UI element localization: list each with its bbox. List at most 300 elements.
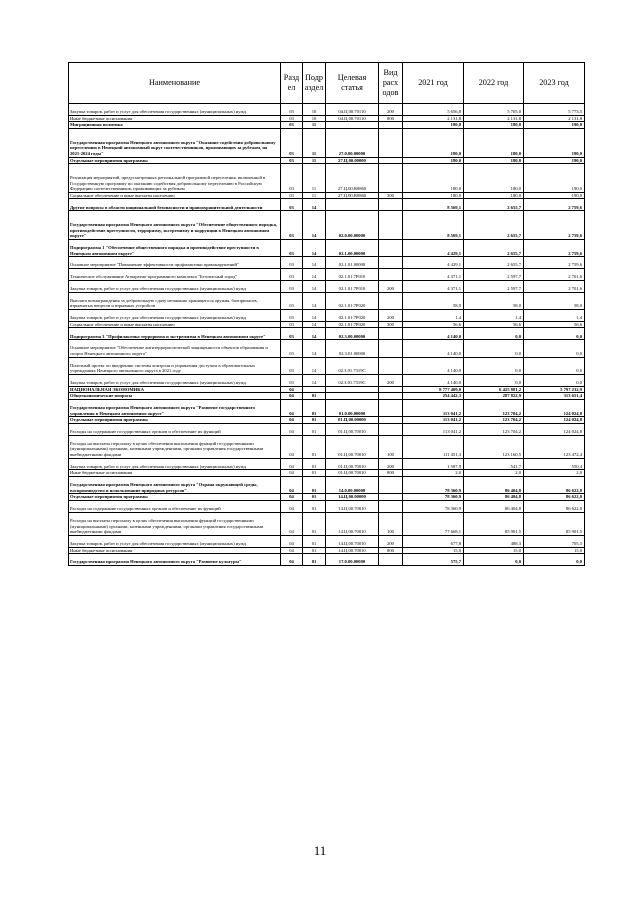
cell-2021: 5 656,8 xyxy=(403,104,464,116)
table-row xyxy=(69,115,585,122)
header-podrazdel: Подр аздел xyxy=(303,63,326,104)
cell-target: 01.Ц.00.70010 xyxy=(326,435,379,458)
cell-name: Иные бюджетные ассигнования xyxy=(69,115,281,122)
cell-2023: 124 024,8 xyxy=(524,399,585,416)
cell-target: 02.1.01.00000 xyxy=(326,257,379,269)
header-razdel: Разд ел xyxy=(281,63,303,104)
header-target: Целевая статья xyxy=(326,63,379,104)
cell-2022: 2 597,7 xyxy=(464,280,524,292)
cell-podrazdel: 01 xyxy=(303,417,326,424)
cell-vid xyxy=(379,386,403,393)
table-row xyxy=(69,309,585,321)
cell-razdel: 03 xyxy=(281,122,303,129)
cell-name: Общеэкономические вопросы xyxy=(69,393,281,400)
cell-razdel: 04 xyxy=(281,423,303,435)
cell-vid xyxy=(379,239,403,256)
cell-2021: 1 587,9 xyxy=(403,458,464,470)
cell-2021: 1,4 xyxy=(403,309,464,321)
cell-2022: 86 404,8 xyxy=(464,501,524,513)
cell-podrazdel: 01 xyxy=(303,494,326,501)
cell-podrazdel: 14 xyxy=(303,309,326,321)
cell-2023: 123 472,4 xyxy=(524,435,585,458)
cell-podrazdel: 14 xyxy=(303,199,326,211)
cell-name: Подпрограмма 1 "Обеспечение общественного порядка и противодействие преступности в Ненецком автономном округе" xyxy=(69,239,281,256)
cell-podrazdel: 14 xyxy=(303,239,326,256)
cell-target: 01.Ц.00.70010 xyxy=(326,458,379,470)
cell-2023: 0,0 xyxy=(524,374,585,386)
cell-vid: 200 xyxy=(379,280,403,292)
cell-target: 27.Ц.00.R0860 xyxy=(326,192,379,199)
cell-2022: 123 160,5 xyxy=(464,435,524,458)
cell-2021: 4 429,1 xyxy=(403,239,464,256)
cell-2022: 0,0 xyxy=(464,357,524,374)
cell-name: Закупка товаров, работ и услуг для обеспечения государственных (муниципальных) нужд xyxy=(69,280,281,292)
cell-name: НАЦИОНАЛЬНАЯ ЭКОНОМИКА xyxy=(69,386,281,393)
cell-2022: 180,0 xyxy=(464,128,524,157)
cell-2023: 0,0 xyxy=(524,340,585,357)
cell-2022: 287 822,9 xyxy=(464,393,524,400)
cell-2021: 2,0 xyxy=(403,470,464,477)
cell-2022: 15,0 xyxy=(464,547,524,554)
cell-razdel: 03 xyxy=(281,164,303,193)
cell-target: 02.3.01.7319С xyxy=(326,357,379,374)
cell-razdel: 04 xyxy=(281,393,303,400)
cell-vid: 200 xyxy=(379,104,403,116)
cell-2021: 8 777 409,0 xyxy=(403,386,464,393)
cell-target: 02.1.01.7Р020 xyxy=(326,321,379,328)
cell-vid xyxy=(379,417,403,424)
cell-2021: 4 140,0 xyxy=(403,328,464,340)
table-row xyxy=(69,199,585,211)
cell-2021: 8 569,1 xyxy=(403,199,464,211)
cell-razdel: 04 xyxy=(281,547,303,554)
cell-2023: 190,0 xyxy=(524,128,585,157)
table-row xyxy=(69,128,585,157)
cell-vid xyxy=(379,164,403,193)
cell-2021: 4 429,1 xyxy=(403,257,464,269)
cell-2023: 86 622,0 xyxy=(524,494,585,501)
cell-razdel: 03 xyxy=(281,211,303,240)
cell-podrazdel: 14 xyxy=(303,321,326,328)
cell-2021: 111 451,3 xyxy=(403,435,464,458)
cell-2022: 123 704,2 xyxy=(464,399,524,416)
cell-podrazdel: 01 xyxy=(303,512,326,535)
cell-razdel: 03 xyxy=(281,115,303,122)
cell-vid xyxy=(379,157,403,164)
table-row xyxy=(69,535,585,547)
table-row xyxy=(69,280,585,292)
cell-2021: 4 371,1 xyxy=(403,280,464,292)
cell-name: Расходы на выплаты персоналу в целях обеспечения выполнения функций государственными (муниципальными) органами, казенными учреждениями, органами управления государственными внебюджетными фондами xyxy=(69,435,281,458)
cell-target: 01.Ц.00.00000 xyxy=(326,417,379,424)
cell-razdel: 04 xyxy=(281,470,303,477)
cell-vid xyxy=(379,268,403,280)
cell-2023: 124 024,8 xyxy=(524,423,585,435)
cell-2022: 2 655,7 xyxy=(464,257,524,269)
cell-vid: 200 xyxy=(379,535,403,547)
cell-vid xyxy=(379,199,403,211)
cell-name: Иные бюджетные ассигнования xyxy=(69,470,281,477)
table-row xyxy=(69,211,585,240)
cell-podrazdel: 14 xyxy=(303,340,326,357)
cell-vid: 300 xyxy=(379,192,403,199)
cell-podrazdel: 14 xyxy=(303,257,326,269)
cell-vid: 100 xyxy=(379,512,403,535)
cell-razdel: 03 xyxy=(281,309,303,321)
table-row xyxy=(69,386,585,393)
cell-2023: 56,6 xyxy=(524,321,585,328)
cell-name: Миграционная политика xyxy=(69,122,281,129)
table-row xyxy=(69,470,585,477)
cell-razdel: 04 xyxy=(281,535,303,547)
cell-2021: 58,0 xyxy=(403,292,464,309)
cell-vid: 200 xyxy=(379,458,403,470)
cell-2023: 0,0 xyxy=(524,357,585,374)
cell-vid: 800 xyxy=(379,115,403,122)
table-row xyxy=(69,164,585,193)
cell-name: Пилотный проект по внедрению системы контроля и управления доступом в образовательных учреждениях Ненецкого автономного округа в 2021 году xyxy=(69,357,281,374)
cell-2021: 180,0 xyxy=(403,122,464,129)
cell-2022: 0,0 xyxy=(464,328,524,340)
cell-target xyxy=(326,393,379,400)
cell-podrazdel: 01 xyxy=(303,399,326,416)
cell-vid xyxy=(379,423,403,435)
cell-target: 02.1.01.7Р020 xyxy=(326,292,379,309)
cell-2021: 4 140,0 xyxy=(403,357,464,374)
cell-name: Государственная программа Ненецкого автономного округа "Охрана окружающей среды, воспроизводство и использование природных ресурсов" xyxy=(69,477,281,494)
cell-podrazdel: 01 xyxy=(303,423,326,435)
cell-target: 02.1.01.7Р010 xyxy=(326,280,379,292)
cell-2022: 2,0 xyxy=(464,470,524,477)
cell-vid xyxy=(379,554,403,566)
cell-name: Иные бюджетные ассигнования xyxy=(69,547,281,554)
cell-razdel: 03 xyxy=(281,128,303,157)
cell-razdel: 03 xyxy=(281,280,303,292)
cell-podrazdel: 01 xyxy=(303,554,326,566)
cell-2022: 488,3 xyxy=(464,535,524,547)
cell-vid xyxy=(379,340,403,357)
cell-target: 02.3.01.00000 xyxy=(326,340,379,357)
cell-2021: 2 131,8 xyxy=(403,115,464,122)
cell-target: 02.3.01.7319С xyxy=(326,374,379,386)
cell-2023: 2 701,6 xyxy=(524,280,585,292)
cell-razdel: 04 xyxy=(281,458,303,470)
cell-razdel: 04 xyxy=(281,417,303,424)
table-row xyxy=(69,435,585,458)
cell-target: 01.Ц.00.70010 xyxy=(326,423,379,435)
cell-target xyxy=(326,199,379,211)
cell-2023: 5 773,5 xyxy=(524,104,585,116)
cell-target xyxy=(326,386,379,393)
cell-razdel: 03 xyxy=(281,239,303,256)
cell-podrazdel: 14 xyxy=(303,357,326,374)
cell-2021: 4 371,1 xyxy=(403,268,464,280)
cell-name: Социальное обеспечение и иные выплаты населению xyxy=(69,192,281,199)
cell-target: 27.Ц.00.R0860 xyxy=(326,164,379,193)
cell-razdel: 03 xyxy=(281,321,303,328)
cell-name: Выплата вознаграждения за добровольную сдачу незаконно хранящегося оружия, боеприпасов, взрывчатых веществ и взрывных устройств xyxy=(69,292,281,309)
cell-vid xyxy=(379,399,403,416)
cell-podrazdel: 11 xyxy=(303,192,326,199)
cell-vid: 200 xyxy=(379,374,403,386)
cell-name: Отдельные мероприятия программы xyxy=(69,417,281,424)
cell-2021: 254 442,3 xyxy=(403,393,464,400)
cell-razdel: 03 xyxy=(281,328,303,340)
cell-target: 01.0.00.00000 xyxy=(326,399,379,416)
cell-razdel: 03 xyxy=(281,292,303,309)
cell-2021: 180,0 xyxy=(403,128,464,157)
cell-2023: 0,0 xyxy=(524,328,585,340)
cell-podrazdel: 01 xyxy=(303,501,326,513)
cell-2022: 5 705,0 xyxy=(464,104,524,116)
table-row xyxy=(69,268,585,280)
cell-target: 02.0.00.00000 xyxy=(326,211,379,240)
cell-name: Закупка товаров, работ и услуг для обеспечения государственных (муниципальных) нужд xyxy=(69,458,281,470)
cell-2023: 15,0 xyxy=(524,547,585,554)
table-row xyxy=(69,399,585,416)
table-row xyxy=(69,357,585,374)
cell-vid xyxy=(379,257,403,269)
table-row xyxy=(69,547,585,554)
cell-name: Закупка товаров, работ и услуг для обеспечения государственных (муниципальных) нужд xyxy=(69,374,281,386)
cell-name: Государственная программа Ненецкого автономного округа "Развитие культуры" xyxy=(69,554,281,566)
cell-2021: 113 041,2 xyxy=(403,417,464,424)
cell-name: Расходы на выплаты персоналу в целях обеспечения выполнения функций государственными (муниципальными) органами, казенными учреждениями, органами управления государственными внебюджетными фондами xyxy=(69,512,281,535)
cell-2023: 313 651,4 xyxy=(524,393,585,400)
cell-target: 17.0.00.00000 xyxy=(326,554,379,566)
cell-2021: 113 041,2 xyxy=(403,423,464,435)
cell-razdel: 03 xyxy=(281,104,303,116)
cell-podrazdel xyxy=(303,386,326,393)
cell-podrazdel: 14 xyxy=(303,328,326,340)
cell-name: Техническое обслуживание Аппаратно-программного комплекса "Безопасный город" xyxy=(69,268,281,280)
cell-podrazdel: 01 xyxy=(303,535,326,547)
cell-razdel: 03 xyxy=(281,357,303,374)
header-vid: Вид расх одов xyxy=(379,63,403,104)
cell-name: Основное мероприятие "Повышение эффективности профилактики правонарушений" xyxy=(69,257,281,269)
cell-2021: 77 668,1 xyxy=(403,512,464,535)
cell-2022: 180,0 xyxy=(464,157,524,164)
header-name: Наименование xyxy=(69,63,281,104)
cell-2022: 85 901,5 xyxy=(464,512,524,535)
cell-2021: 180,0 xyxy=(403,157,464,164)
cell-2023: 2,0 xyxy=(524,470,585,477)
table-row xyxy=(69,494,585,501)
cell-2021: 78 360,9 xyxy=(403,494,464,501)
cell-podrazdel: 14 xyxy=(303,211,326,240)
cell-podrazdel: 01 xyxy=(303,477,326,494)
cell-target: 01.Ц.00.70010 xyxy=(326,470,379,477)
cell-2023: 2 759,6 xyxy=(524,211,585,240)
header-2021: 2021 год xyxy=(403,63,464,104)
cell-podrazdel: 11 xyxy=(303,164,326,193)
cell-podrazdel: 11 xyxy=(303,122,326,129)
table-row xyxy=(69,257,585,269)
table-row xyxy=(69,157,585,164)
table-row xyxy=(69,374,585,386)
cell-razdel: 03 xyxy=(281,157,303,164)
cell-target: 14.Ц.00.70010 xyxy=(326,501,379,513)
cell-target: 04.Ц.00.70110 xyxy=(326,104,379,116)
cell-podrazdel: 11 xyxy=(303,157,326,164)
cell-2022: 123 704,2 xyxy=(464,423,524,435)
cell-vid xyxy=(379,477,403,494)
cell-razdel: 04 xyxy=(281,494,303,501)
cell-2022: 2 655,7 xyxy=(464,199,524,211)
cell-podrazdel: 01 xyxy=(303,435,326,458)
cell-2022: 2 597,7 xyxy=(464,268,524,280)
cell-name: Государственная программа Ненецкого автономного округа "Развитие государственного управления в Ненецком автономном округе" xyxy=(69,399,281,416)
table-row xyxy=(69,417,585,424)
cell-podrazdel: 14 xyxy=(303,280,326,292)
cell-target: 14.0.00.00000 xyxy=(326,477,379,494)
cell-vid xyxy=(379,501,403,513)
cell-2022: 2 655,7 xyxy=(464,239,524,256)
cell-target: 14.Ц.00.70010 xyxy=(326,547,379,554)
cell-2021: 4 140,0 xyxy=(403,340,464,357)
cell-2023: 190,0 xyxy=(524,164,585,193)
cell-razdel: 03 xyxy=(281,374,303,386)
cell-name: Основное мероприятие "Обеспечение антитеррористической защищенности объектов образования и спорта Ненецкого автономного округа" xyxy=(69,340,281,357)
cell-2023: 85 901,5 xyxy=(524,512,585,535)
cell-razdel: 03 xyxy=(281,268,303,280)
cell-podrazdel: 10 xyxy=(303,104,326,116)
cell-2023: 550,4 xyxy=(524,458,585,470)
cell-target: 02.3.00.00000 xyxy=(326,328,379,340)
cell-podrazdel: 11 xyxy=(303,128,326,157)
cell-vid xyxy=(379,357,403,374)
cell-target: 02.1.00.00000 xyxy=(326,239,379,256)
header-2023: 2023 год xyxy=(524,63,585,104)
cell-2023: 86 622,0 xyxy=(524,477,585,494)
cell-2022: 2 131,8 xyxy=(464,115,524,122)
cell-2023: 190,0 xyxy=(524,157,585,164)
cell-2023: 2 759,6 xyxy=(524,199,585,211)
cell-2022: 180,0 xyxy=(464,122,524,129)
cell-name: Закупка товаров, работ и услуг для обеспечения государственных (муниципальных) нужд xyxy=(69,104,281,116)
cell-vid xyxy=(379,328,403,340)
cell-2023: 2 701,6 xyxy=(524,268,585,280)
cell-target: 02.1.01.7Р010 xyxy=(326,268,379,280)
table-header-row xyxy=(69,63,585,104)
table-row xyxy=(69,477,585,494)
table-row xyxy=(69,328,585,340)
cell-podrazdel: 01 xyxy=(303,470,326,477)
cell-2023: 58,0 xyxy=(524,292,585,309)
cell-podrazdel: 14 xyxy=(303,374,326,386)
cell-2021: 56,6 xyxy=(403,321,464,328)
cell-name: Государственная программа Ненецкого автономного округа "Обеспечение общественного порядка, противодействие преступности, терроризму, экстремизму и коррупции в Ненецком автономном округе" xyxy=(69,211,281,240)
cell-2021: 180,0 xyxy=(403,192,464,199)
cell-vid: 200 xyxy=(379,309,403,321)
cell-podrazdel: 14 xyxy=(303,268,326,280)
table-row xyxy=(69,104,585,116)
cell-vid xyxy=(379,393,403,400)
cell-name: Реализация мероприятий, предусмотренных региональной программой переселения, включенной в Государственную программу по оказанию содействия добровольному переселению в Российскую Федерацию соотечественников, проживающих за рубежом xyxy=(69,164,281,193)
cell-target: 02.1.01.7Р020 xyxy=(326,309,379,321)
cell-2021: 180,0 xyxy=(403,164,464,193)
cell-target: 14.Ц.00.70010 xyxy=(326,535,379,547)
cell-2022: 2 655,7 xyxy=(464,211,524,240)
cell-razdel: 03 xyxy=(281,199,303,211)
cell-name: Закупка товаров, работ и услуг для обеспечения государственных (муниципальных) нужд xyxy=(69,309,281,321)
cell-2023: 124 024,8 xyxy=(524,417,585,424)
cell-2023: 2 759,6 xyxy=(524,257,585,269)
cell-2023: 2 131,8 xyxy=(524,115,585,122)
cell-razdel: 04 xyxy=(281,501,303,513)
cell-name: Расходы на содержание государственных органов и обеспечение их функций xyxy=(69,423,281,435)
cell-2022: 56,6 xyxy=(464,321,524,328)
budget-table xyxy=(68,62,585,566)
cell-vid: 300 xyxy=(379,321,403,328)
cell-target: 14.Ц.00.70010 xyxy=(326,512,379,535)
cell-vid: 800 xyxy=(379,547,403,554)
budget-table-container xyxy=(68,62,584,566)
cell-razdel: 04 xyxy=(281,435,303,458)
cell-vid xyxy=(379,128,403,157)
page-number: 11 xyxy=(313,843,327,858)
cell-target: 14.Ц.00.00000 xyxy=(326,494,379,501)
table-row xyxy=(69,501,585,513)
cell-podrazdel: 14 xyxy=(303,292,326,309)
cell-vid: 800 xyxy=(379,470,403,477)
cell-target xyxy=(326,122,379,129)
cell-vid xyxy=(379,122,403,129)
cell-name: Расходы на содержание государственных органов и обеспечение их функций xyxy=(69,501,281,513)
cell-2023: 190,0 xyxy=(524,122,585,129)
table-row xyxy=(69,423,585,435)
table-row xyxy=(69,393,585,400)
table-row xyxy=(69,292,585,309)
cell-name: Другие вопросы в области национальной безопасности и правоохранительной деятельности xyxy=(69,199,281,211)
cell-target: 27.0.00.00000 xyxy=(326,128,379,157)
cell-2023: 705,5 xyxy=(524,535,585,547)
cell-2023: 190,0 xyxy=(524,192,585,199)
cell-podrazdel: 01 xyxy=(303,547,326,554)
table-row xyxy=(69,122,585,129)
table-row xyxy=(69,554,585,566)
cell-podrazdel: 01 xyxy=(303,458,326,470)
cell-name: Подпрограмма 3 "Профилактика терроризма и экстремизма в Ненецком автономном округе" xyxy=(69,328,281,340)
cell-2021: 78 360,9 xyxy=(403,501,464,513)
cell-2023: 0,0 xyxy=(524,554,585,566)
cell-name: Государственная программа Ненецкого автономного округа "Оказание содействия добровольному переселению в Ненецкий автономный округ соотечественников, проживающих за рубежом, на 2021-2024 годы" xyxy=(69,128,281,157)
cell-2023: 1,4 xyxy=(524,309,585,321)
cell-razdel: 04 xyxy=(281,399,303,416)
cell-2022: 0,0 xyxy=(464,374,524,386)
cell-razdel: 04 xyxy=(281,386,303,393)
cell-2021: 677,8 xyxy=(403,535,464,547)
cell-razdel: 03 xyxy=(281,192,303,199)
cell-2022: 0,0 xyxy=(464,554,524,566)
cell-2022: 6 425 881,2 xyxy=(464,386,524,393)
header-2022: 2022 год xyxy=(464,63,524,104)
table-row xyxy=(69,321,585,328)
cell-vid xyxy=(379,494,403,501)
cell-name: Отдельные мероприятия программы xyxy=(69,157,281,164)
cell-podrazdel: 10 xyxy=(303,115,326,122)
cell-2022: 1,4 xyxy=(464,309,524,321)
cell-razdel: 03 xyxy=(281,257,303,269)
cell-2023: 86 622,0 xyxy=(524,501,585,513)
table-body xyxy=(69,104,585,566)
cell-2021: 78 360,9 xyxy=(403,477,464,494)
table-row xyxy=(69,458,585,470)
cell-razdel: 03 xyxy=(281,340,303,357)
cell-2023: 5 797 232,9 xyxy=(524,386,585,393)
cell-razdel: 04 xyxy=(281,512,303,535)
table-row xyxy=(69,192,585,199)
